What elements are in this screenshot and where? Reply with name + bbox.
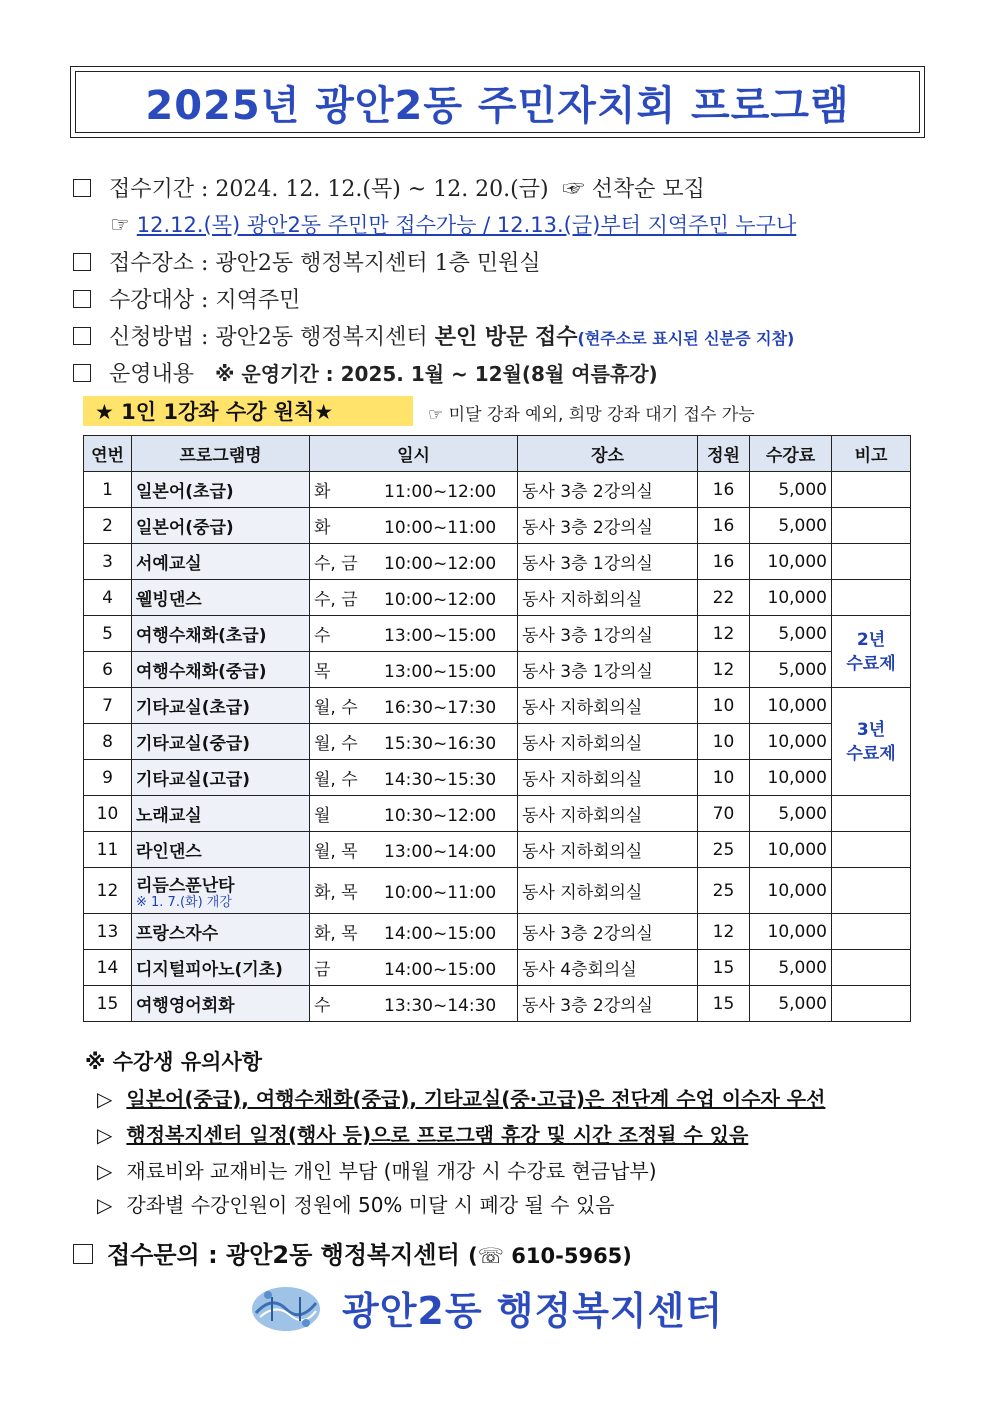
- cell-name: 여행영어회화: [132, 986, 310, 1022]
- cell-fee: 10,000: [750, 544, 832, 580]
- table-row: [84, 986, 911, 1022]
- cell-day: 월, 수: [314, 698, 358, 718]
- cell-time: [310, 580, 518, 616]
- gwangan-bridge-logo-icon: [250, 1283, 322, 1333]
- cell-place: 동사 3층 2강의실: [518, 472, 698, 508]
- cell-fee: 10,000: [750, 724, 832, 760]
- cell-hours: 10:00~12:00: [384, 554, 497, 574]
- checkbox-icon: [73, 290, 91, 308]
- cell-place: 동사 3층 2강의실: [518, 508, 698, 544]
- cell-time: [310, 950, 518, 986]
- principle-note: ☞ 미달 강좌 예외, 희망 강좌 대기 접수 가능: [428, 405, 755, 425]
- cell-name-text: 리듬스푼난타: [136, 876, 235, 896]
- cell-name: 기타교실(초급): [132, 688, 310, 724]
- cell-fee: 10,000: [750, 688, 832, 724]
- reception-period: 2024. 12. 12.(목) ~ 12. 20.(금): [215, 177, 549, 202]
- table-body: [84, 472, 911, 1022]
- table-row: [84, 652, 911, 688]
- cell-fee: 10,000: [750, 832, 832, 868]
- cell-name: 여행수채화(초급): [132, 616, 310, 652]
- cell-cap: 16: [698, 508, 750, 544]
- cell-hours: 14:30~15:30: [384, 770, 497, 790]
- cell-time: [310, 796, 518, 832]
- cell-hours: 13:00~15:00: [384, 662, 497, 682]
- cell-day: 수, 금: [314, 554, 358, 574]
- cell-name: 프랑스자수: [132, 914, 310, 950]
- cell-hours: 15:30~16:30: [384, 734, 497, 754]
- place-value: 광안2동 행정복지센터 1층 민원실: [215, 251, 541, 276]
- cell-fee: 5,000: [750, 652, 832, 688]
- cell-note: [832, 580, 911, 616]
- page-title: 2025년 광안2동 주민자치회 프로그램: [145, 82, 850, 129]
- cell-name: 서예교실: [132, 544, 310, 580]
- footer-name: 광안2동 행정복지센터: [342, 1289, 724, 1333]
- cell-cap: 15: [698, 986, 750, 1022]
- footer: [250, 1280, 723, 1335]
- cell-time: [310, 724, 518, 760]
- cell-cap: 10: [698, 760, 750, 796]
- cell-cap: 12: [698, 616, 750, 652]
- cell-time: [310, 688, 518, 724]
- cell-day: 수, 금: [314, 590, 358, 610]
- cell-cap: 22: [698, 580, 750, 616]
- cell-name: 일본어(초급): [132, 472, 310, 508]
- cell-no: 13: [84, 914, 132, 950]
- cell-cap: 12: [698, 652, 750, 688]
- cell-place: 동사 지하회의실: [518, 724, 698, 760]
- cell-hours: 13:00~15:00: [384, 626, 497, 646]
- cell-fee: 5,000: [750, 950, 832, 986]
- cell-no: 4: [84, 580, 132, 616]
- cell-no: 12: [84, 868, 132, 914]
- table-header-row: [84, 436, 911, 472]
- contact-label: 접수문의 : 광안2동 행정복지센터: [107, 1241, 460, 1269]
- cell-place: 동사 3층 2강의실: [518, 986, 698, 1022]
- cell-place: 동사 4층회의실: [518, 950, 698, 986]
- table-row: [84, 688, 911, 724]
- cell-no: 15: [84, 986, 132, 1022]
- cell-hours: 16:30~17:30: [384, 698, 497, 718]
- cell-cap: 25: [698, 868, 750, 914]
- cell-name: [132, 868, 310, 914]
- cell-day: 화, 목: [314, 924, 358, 944]
- cell-name: 노래교실: [132, 796, 310, 832]
- cell-no: 8: [84, 724, 132, 760]
- cell-time: [310, 986, 518, 1022]
- cell-hours: 14:00~15:00: [384, 960, 497, 980]
- place-line: 접수장소 : 광안2동 행정복지센터 1층 민원실: [73, 246, 541, 277]
- warning-item: ▷ 행정복지센터 일정(행사 등)으로 프로그램 휴강 및 시간 조정될 수 있음: [97, 1123, 749, 1147]
- checkbox-icon: [73, 327, 91, 345]
- target-line: 수강대상 : 지역주민: [73, 283, 300, 314]
- cell-name: 기타교실(중급): [132, 724, 310, 760]
- cell-time: [310, 868, 518, 914]
- cell-note-2yr: [832, 616, 911, 688]
- method-note: (현주소로 표시된 신분증 지참): [577, 329, 795, 348]
- header-cap: 정원: [698, 436, 750, 472]
- cell-time: [310, 508, 518, 544]
- cell-time: [310, 914, 518, 950]
- principle-banner: ★ 1인 1강좌 수강 원칙★: [83, 396, 413, 426]
- cell-cap: 10: [698, 724, 750, 760]
- note-2yr-line1: 2년: [856, 629, 886, 650]
- cell-fee: 10,000: [750, 760, 832, 796]
- cell-note: [832, 986, 911, 1022]
- cell-day: 화, 목: [314, 883, 358, 903]
- cell-name: 라인댄스: [132, 832, 310, 868]
- cell-cap: 10: [698, 688, 750, 724]
- header-fee: 수강료: [750, 436, 832, 472]
- cell-note: [832, 544, 911, 580]
- header-no: 연번: [84, 436, 132, 472]
- cell-place: 동사 3층 1강의실: [518, 616, 698, 652]
- cell-note: [832, 868, 911, 914]
- cell-fee: 10,000: [750, 580, 832, 616]
- cell-day: 월, 수: [314, 734, 358, 754]
- table-row: [84, 724, 911, 760]
- table-row: [84, 472, 911, 508]
- table-row: [84, 914, 911, 950]
- cell-name: 일본어(중급): [132, 508, 310, 544]
- program-table: [83, 435, 911, 1022]
- warning-item: ▷ 재료비와 교재비는 개인 부담 (매월 개강 시 수강료 현금납부): [97, 1159, 657, 1183]
- cell-no: 14: [84, 950, 132, 986]
- cell-day: 수: [314, 996, 331, 1016]
- cell-time: [310, 760, 518, 796]
- cell-place: 동사 3층 1강의실: [518, 652, 698, 688]
- cell-no: 7: [84, 688, 132, 724]
- cell-note: [832, 950, 911, 986]
- contact-line: [73, 1235, 632, 1270]
- header-name: 프로그램명: [132, 436, 310, 472]
- cell-hours: 10:30~12:00: [384, 806, 497, 826]
- checkbox-icon: [73, 253, 91, 271]
- checkbox-icon: [73, 364, 91, 382]
- cell-note-3yr: [832, 688, 911, 796]
- reception-note-line: ☞ 12.12.(목) 광안2동 주민만 접수가능 / 12.13.(금)부터 지역주민 누구나: [110, 213, 797, 238]
- cell-day: 금: [314, 960, 331, 980]
- cell-no: 10: [84, 796, 132, 832]
- header-time: 일시: [310, 436, 518, 472]
- cell-place: 동사 지하회의실: [518, 760, 698, 796]
- table-row: [84, 760, 911, 796]
- warning-item: ▷ 일본어(중급), 여행수채화(중급), 기타교실(중·고급)은 전단계 수업 이수자 우선: [97, 1087, 826, 1111]
- cell-cap: 16: [698, 544, 750, 580]
- cell-fee: 5,000: [750, 472, 832, 508]
- cell-hours: 13:30~14:30: [384, 996, 497, 1016]
- cell-note: [832, 508, 911, 544]
- cell-no: 11: [84, 832, 132, 868]
- cell-time: [310, 832, 518, 868]
- table-row: [84, 508, 911, 544]
- cell-day: 월, 목: [314, 842, 358, 862]
- cell-hours: 10:00~11:00: [384, 518, 497, 538]
- cell-day: 월: [314, 806, 331, 826]
- cell-cap: 70: [698, 796, 750, 832]
- cell-name: 디지털피아노(기초): [132, 950, 310, 986]
- cell-time: [310, 472, 518, 508]
- checkbox-icon: [73, 1244, 93, 1264]
- table-row: [84, 544, 911, 580]
- cell-name: 웰빙댄스: [132, 580, 310, 616]
- table-row: [84, 796, 911, 832]
- cell-day: 수: [314, 626, 331, 646]
- triangle-icon: ▷: [97, 1193, 113, 1217]
- cell-hours: 14:00~15:00: [384, 924, 497, 944]
- cell-fee: 5,000: [750, 796, 832, 832]
- ops-line: 운영내용 ※ 운영기간 : 2025. 1월 ~ 12월(8월 여름휴강): [73, 357, 658, 388]
- ops-period: ※ 운영기간 : 2025. 1월 ~ 12월(8월 여름휴강): [215, 362, 658, 386]
- target-value: 지역주민: [215, 288, 301, 313]
- cell-place: 동사 지하회의실: [518, 796, 698, 832]
- reception-period-line: 접수기간 : 2024. 12. 12.(목) ~ 12. 20.(금) ☞ 선착순 모집: [73, 172, 705, 203]
- cell-fee: 5,000: [750, 616, 832, 652]
- cell-cap: 15: [698, 950, 750, 986]
- table-row: [84, 950, 911, 986]
- warning-item: ▷ 강좌별 수강인원이 정원에 50% 미달 시 폐강 될 수 있음: [97, 1193, 615, 1217]
- header-place: 장소: [518, 436, 698, 472]
- triangle-icon: ▷: [97, 1087, 113, 1111]
- cell-no: 1: [84, 472, 132, 508]
- cell-place: 동사 지하회의실: [518, 688, 698, 724]
- cell-hours: 13:00~14:00: [384, 842, 497, 862]
- cell-cap: 25: [698, 832, 750, 868]
- note-3yr-line1: 3년: [856, 719, 886, 740]
- cell-place: 동사 지하회의실: [518, 868, 698, 914]
- cell-note: [832, 832, 911, 868]
- cell-cap: 12: [698, 914, 750, 950]
- cell-time: [310, 652, 518, 688]
- cell-fee: 10,000: [750, 868, 832, 914]
- cell-no: 6: [84, 652, 132, 688]
- triangle-icon: ▷: [97, 1159, 113, 1183]
- cell-time: [310, 544, 518, 580]
- cell-note: [832, 472, 911, 508]
- title-box: [70, 66, 925, 138]
- header-note: 비고: [832, 436, 911, 472]
- contact-phone: (☏ 610-5965): [468, 1244, 632, 1268]
- cell-fee: 10,000: [750, 914, 832, 950]
- cell-hours: 11:00~12:00: [384, 482, 497, 502]
- triangle-icon: ▷: [97, 1123, 113, 1147]
- table-row: [84, 616, 911, 652]
- checkbox-icon: [73, 179, 91, 197]
- cell-day: 화: [314, 518, 331, 538]
- cell-place: 동사 3층 1강의실: [518, 544, 698, 580]
- cell-place: 동사 3층 2강의실: [518, 914, 698, 950]
- cell-day: 월, 수: [314, 770, 358, 790]
- cell-note: [832, 796, 911, 832]
- cell-time: [310, 616, 518, 652]
- cell-hours: 10:00~12:00: [384, 590, 497, 610]
- cell-place: 동사 지하회의실: [518, 832, 698, 868]
- warnings-title: ※ 수강생 유의사항: [85, 1050, 263, 1074]
- note-2yr-line2: 수료제: [846, 653, 896, 674]
- cell-cap: 16: [698, 472, 750, 508]
- reception-note: 12.12.(목) 광안2동 주민만 접수가능 / 12.13.(금)부터 지역주민 누구나: [136, 213, 797, 237]
- cell-no: 5: [84, 616, 132, 652]
- cell-name: 여행수채화(중급): [132, 652, 310, 688]
- cell-name-subnote: ※ 1. 7.(화) 개강: [136, 895, 232, 910]
- table-row: [84, 580, 911, 616]
- cell-fee: 5,000: [750, 986, 832, 1022]
- cell-fee: 5,000: [750, 508, 832, 544]
- method-bold: 본인 방문 접수: [434, 324, 578, 350]
- first-come-note: ☞ 선착순 모집: [562, 177, 705, 202]
- method-line: 신청방법 : 광안2동 행정복지센터 본인 방문 접수(현주소로 표시된 신분증 지참): [73, 320, 794, 351]
- cell-no: 2: [84, 508, 132, 544]
- cell-day: 화: [314, 482, 331, 502]
- note-3yr-line2: 수료제: [846, 743, 896, 764]
- cell-no: 9: [84, 760, 132, 796]
- cell-note: [832, 914, 911, 950]
- cell-place: 동사 지하회의실: [518, 580, 698, 616]
- table-row: [84, 868, 911, 914]
- cell-day: 목: [314, 662, 331, 682]
- table-row: [84, 832, 911, 868]
- cell-no: 3: [84, 544, 132, 580]
- cell-hours: 10:00~11:00: [384, 883, 497, 903]
- cell-name: 기타교실(고급): [132, 760, 310, 796]
